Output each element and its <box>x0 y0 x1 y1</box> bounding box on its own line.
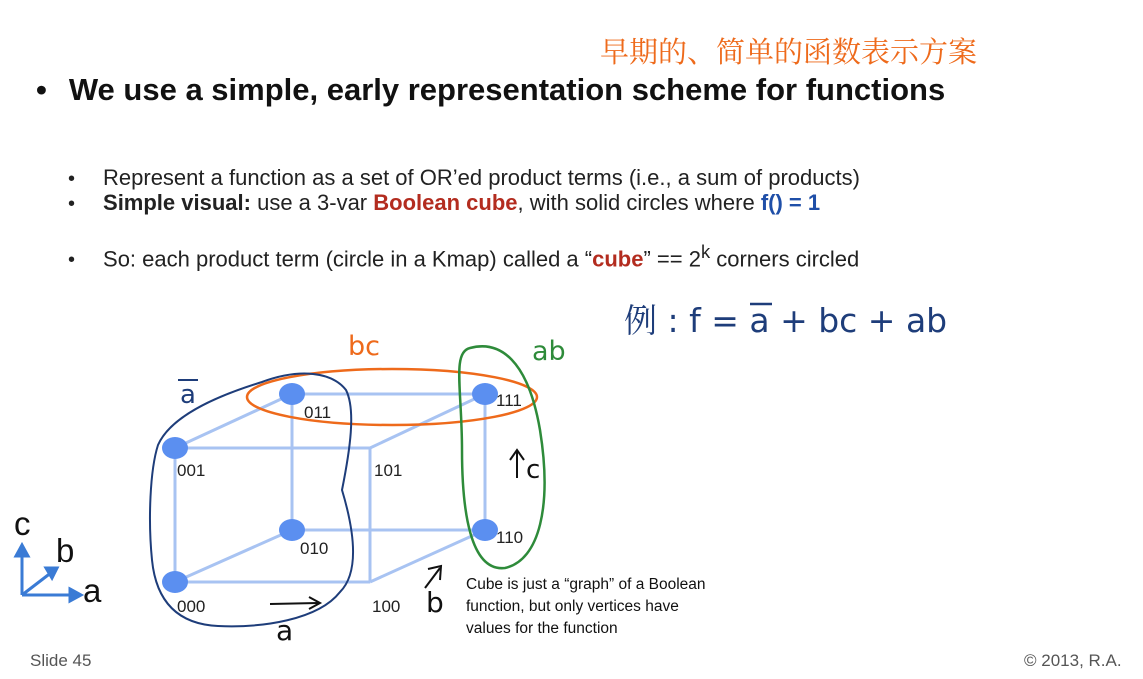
c-axis-head <box>16 545 28 556</box>
vertex-001-dot <box>162 437 188 459</box>
vertex-111-dot <box>472 383 498 405</box>
boolean-cube-term: Boolean cube <box>373 190 518 215</box>
superscript-k: k <box>700 241 711 262</box>
vertex-110-dot <box>472 519 498 541</box>
axis-label-a: a <box>83 572 102 609</box>
cube-term: cube <box>592 246 644 272</box>
copyright: © 2013, R.A. <box>1024 651 1122 670</box>
axis-label-c: c <box>14 505 31 542</box>
vertex-label-101: 101 <box>374 461 403 480</box>
sub-bullet-2-part1: use a 3-var <box>250 190 374 215</box>
sub-bullet-3-part3: corners circled <box>710 246 860 272</box>
handwritten-ab-label: ab <box>532 336 566 367</box>
sub-bullet-3-part1: So: each product term (circle in a Kmap) called a “ <box>103 246 593 272</box>
cube-edge <box>175 530 292 582</box>
simple-visual-lead: Simple visual: <box>103 190 251 215</box>
bullet-marker: • <box>68 249 76 272</box>
vertex-label-110: 110 <box>496 528 524 547</box>
example-prefix: 例 : f = <box>624 301 750 340</box>
handwritten-abar-label: a <box>180 380 196 410</box>
bullet-marker: • <box>68 193 76 215</box>
main-bullet-text: We use a simple, early representation scheme for functions <box>68 72 946 107</box>
handwritten-b-label: b <box>426 586 444 619</box>
example-rest: + bc + ab <box>769 301 948 340</box>
example-a-bar: a <box>749 301 770 340</box>
bullet-marker: • <box>68 168 76 190</box>
handwritten-a-label: a <box>276 614 294 647</box>
vertex-label-000: 000 <box>177 597 206 616</box>
handwritten-c-label: c <box>526 455 541 485</box>
b-arrow-line <box>425 568 440 588</box>
sub-bullet-1-text: Represent a function as a set of OR’ed product terms (i.e., a sum of products) <box>103 165 860 190</box>
a-arrow-line <box>270 603 318 604</box>
f-equals-1-formula: f() = 1 <box>760 190 821 215</box>
handwritten-chinese-annotation: 早期的、简单的函数表示方案 <box>600 35 978 69</box>
b-axis-line <box>22 572 52 595</box>
vertex-011-dot <box>279 383 305 405</box>
vertex-label-011: 011 <box>304 403 332 422</box>
handwritten-bc-label: bc <box>348 331 380 362</box>
vertex-000-dot <box>162 571 188 593</box>
vertex-label-111: 111 <box>496 391 522 410</box>
vertex-010-dot <box>279 519 305 541</box>
vertex-label-010: 010 <box>300 539 329 558</box>
sub-bullet-3-part2: ” == 2 <box>643 246 701 272</box>
sub-bullet-2-part2: , with solid circles where <box>517 190 761 215</box>
slide-number: Slide 45 <box>30 651 92 670</box>
vertex-label-100: 100 <box>372 597 401 616</box>
cube-caption: Cube is just a “graph” of a Boolean function, but only vertices have values for the function <box>466 576 706 637</box>
axis-label-b: b <box>56 532 75 569</box>
vertex-label-001: 001 <box>177 461 206 480</box>
svg-text:例 : f = a + bc + ab <box>624 301 947 340</box>
bullet-marker: • <box>36 72 47 107</box>
handwritten-example-formula <box>624 301 947 340</box>
a-axis-head <box>70 589 81 601</box>
